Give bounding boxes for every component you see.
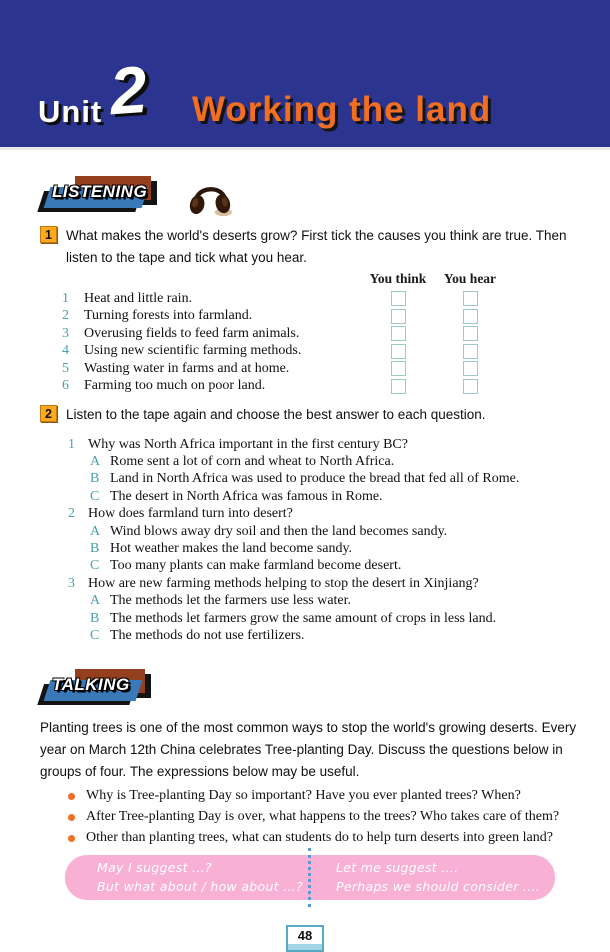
option-letter: C <box>90 627 100 643</box>
option-text: The methods do not use fertilizers. <box>110 627 305 643</box>
talking-banner-label: TALKING <box>52 674 130 694</box>
checkbox-you-think[interactable] <box>391 344 406 359</box>
option-letter: A <box>90 454 101 470</box>
cause-text: Wasting water in farms and at home. <box>84 360 290 376</box>
task2-instruction: Listen to the tape again and choose the best answer to each question. <box>66 407 486 422</box>
checkbox-you-hear[interactable] <box>463 326 478 341</box>
question-text: Why was North Africa important in the first century BC? <box>88 436 408 452</box>
checkbox-you-hear[interactable] <box>463 344 478 359</box>
listening-task-1 <box>0 225 610 395</box>
expression: Perhaps we should consider .... <box>336 879 541 895</box>
cause-text: Overusing fields to feed farm animals. <box>84 325 300 341</box>
question-text: How are new farming methods helping to stop the desert in Xinjiang? <box>88 575 479 591</box>
cause-number: 5 <box>62 360 69 376</box>
question-number: 2 <box>68 506 75 522</box>
option-text: The methods let farmers grow the same amount of crops in less land. <box>110 610 497 626</box>
question-1 <box>68 436 610 506</box>
listening-task-2 <box>0 404 610 645</box>
option-a <box>90 593 610 610</box>
page-number-box <box>286 925 324 952</box>
headphones-icon <box>187 178 233 218</box>
option-a <box>90 523 610 540</box>
column-header-you-think: You think <box>369 271 427 286</box>
option-text: Too many plants can make farmland become desert. <box>110 558 402 574</box>
question-text: How does farmland turn into desert? <box>88 506 293 522</box>
causes-tick-table <box>62 271 610 395</box>
cause-row <box>62 325 610 343</box>
checkbox-you-hear[interactable] <box>463 291 478 306</box>
listening-section-header <box>45 176 610 216</box>
useful-expressions-box <box>65 855 555 900</box>
option-text: The desert in North Africa was famous in Rome. <box>110 488 383 504</box>
checkbox-you-think[interactable] <box>391 309 406 324</box>
option-text: Hot weather makes the land become sandy. <box>110 541 353 557</box>
option-text: Land in North Africa was used to produce the bread that fed all of Rome. <box>110 471 520 487</box>
option-c <box>90 488 610 505</box>
question-list <box>68 436 610 645</box>
discussion-questions <box>68 786 610 849</box>
unit-title: Working the land <box>192 90 492 129</box>
unit-label: Unit <box>38 94 103 129</box>
option-letter: B <box>90 610 100 626</box>
discussion-question: After Tree-planting Day is over, what happens to the trees? Who takes care of them? <box>68 807 610 828</box>
option-a <box>90 453 610 470</box>
cause-number: 2 <box>62 308 69 324</box>
cause-text: Farming too much on poor land. <box>84 378 266 394</box>
task2-number-badge: 2 <box>40 405 57 422</box>
cause-row <box>62 290 610 308</box>
page-number: 48 <box>297 927 313 943</box>
cause-text: Heat and little rain. <box>84 290 193 306</box>
option-c <box>90 627 610 644</box>
cause-number: 6 <box>62 378 69 394</box>
option-letter: A <box>90 523 101 539</box>
cause-row <box>62 343 610 361</box>
option-letter: B <box>90 541 100 557</box>
option-letter: A <box>90 593 101 609</box>
cause-text: Using new scientific farming methods. <box>84 343 302 359</box>
discussion-question: Other than planting trees, what can students do to help turn deserts into green land? <box>68 828 610 849</box>
option-b <box>90 471 610 488</box>
listening-banner <box>45 176 157 214</box>
bullet-icon <box>68 814 75 821</box>
task1-number-badge: 1 <box>40 226 57 243</box>
question-2 <box>68 506 610 576</box>
cause-row <box>62 378 610 396</box>
cause-text: Turning forests into farmland. <box>84 308 253 324</box>
expression: But what about / how about ...? <box>97 879 303 895</box>
listening-banner-label: LISTENING <box>52 182 148 201</box>
checkbox-you-think[interactable] <box>391 326 406 341</box>
page-number-strip <box>288 944 322 950</box>
dotted-divider <box>308 848 311 907</box>
bullet-icon <box>68 835 75 842</box>
option-b <box>90 610 610 627</box>
option-c <box>90 558 610 575</box>
discussion-question: Why is Tree-planting Day so important? Have you ever planted trees? When? <box>68 786 610 807</box>
option-letter: C <box>90 488 100 504</box>
checkbox-you-think[interactable] <box>391 291 406 306</box>
option-letter: B <box>90 471 100 487</box>
option-b <box>90 540 610 557</box>
unit-header-banner <box>0 0 610 150</box>
option-text: Wind blows away dry soil and then the land becomes sandy. <box>110 523 448 539</box>
question-3 <box>68 575 610 645</box>
expressions-left-column <box>65 858 310 896</box>
cause-row <box>62 360 610 378</box>
expression: May I suggest ...? <box>97 860 212 876</box>
question-number: 1 <box>68 436 75 452</box>
cause-number: 4 <box>62 343 69 359</box>
task1-instruction: What makes the world's deserts grow? First tick the causes you think are true. Then listen to the tape and tick what you hear. <box>66 228 567 265</box>
expression: Let me suggest .... <box>336 860 459 876</box>
checkbox-you-hear[interactable] <box>463 309 478 324</box>
bullet-icon <box>68 793 75 800</box>
checkbox-you-hear[interactable] <box>463 379 478 394</box>
option-text: The methods let the farmers use less water. <box>110 593 352 609</box>
expressions-right-column <box>310 858 555 896</box>
talking-banner <box>45 669 157 707</box>
checkbox-you-hear[interactable] <box>463 361 478 376</box>
option-text: Rome sent a lot of corn and wheat to North Africa. <box>110 454 395 470</box>
checkbox-you-think[interactable] <box>391 379 406 394</box>
option-letter: C <box>90 558 100 574</box>
question-number: 3 <box>68 575 75 591</box>
unit-number: 2 <box>107 51 150 129</box>
talking-section-header <box>45 669 610 709</box>
talking-intro-paragraph: Planting trees is one of the most common ways to stop the world's growing deserts. Every year on March 12th China celebrates Tree-planting Day. Discuss the questions below in groups of four. The expressions below may be useful. <box>40 719 577 779</box>
column-header-you-hear: You hear <box>443 271 497 286</box>
cause-number: 1 <box>62 290 69 306</box>
checkbox-you-think[interactable] <box>391 361 406 376</box>
cause-number: 3 <box>62 325 69 341</box>
cause-row <box>62 308 610 326</box>
